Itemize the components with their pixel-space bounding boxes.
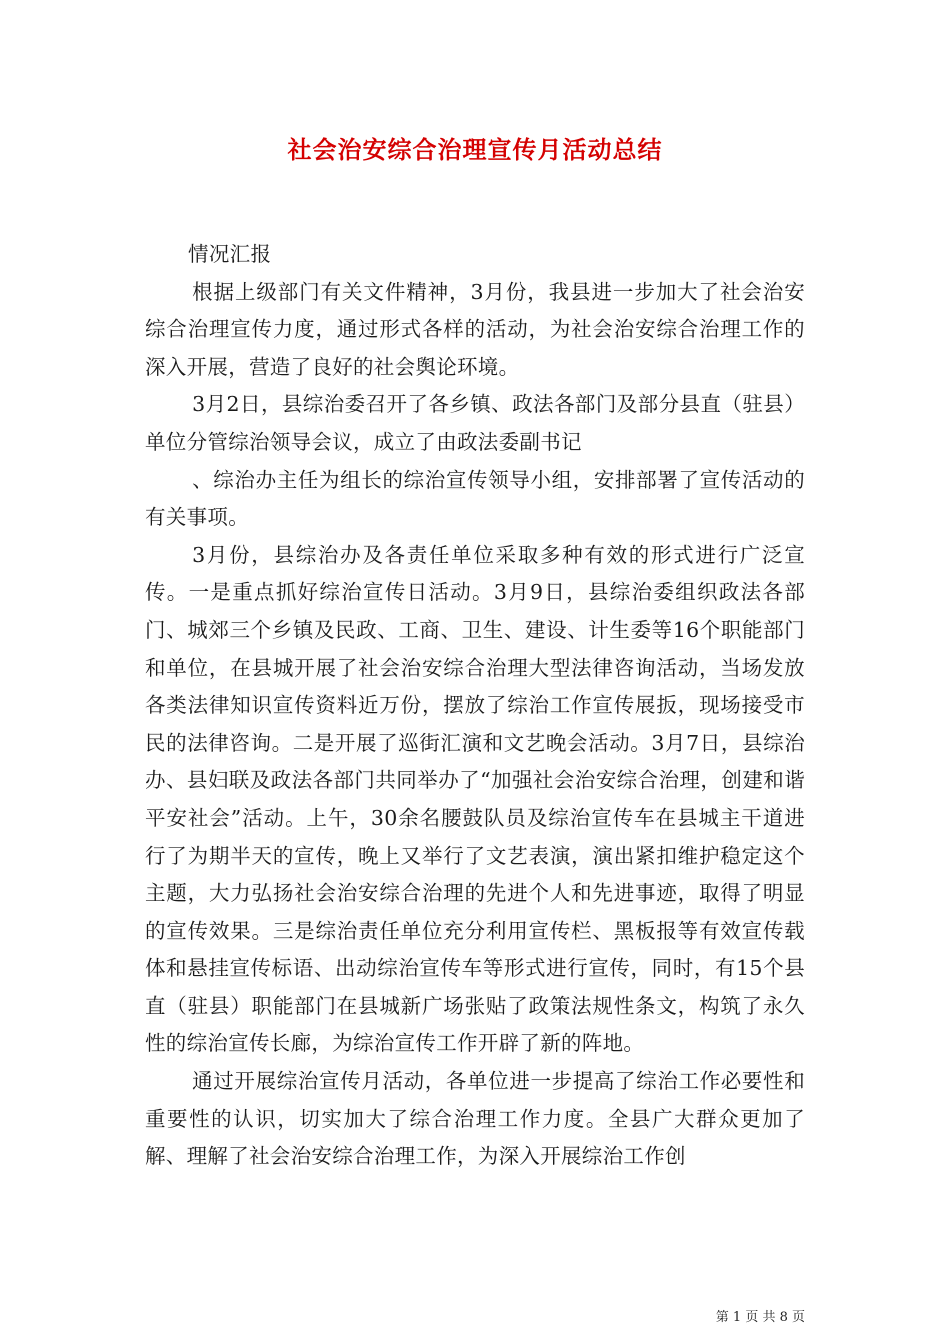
paragraph-activities: 3月份，县综治办及各责任单位采取多种有效的形式进行广泛宣传。一是重点抓好综治宣传日活动。3月9日，县综治委组织政法各部门、城郊三个乡镇及民政、工商、卫生、建设、计生委等16个职能部门和单位，在县城开展了社会治安综合治理大型法律咨询活动，当场发放各类法律知识宣传资料近万份，摆放了综治工作宣传展扳，现场接受市民的法律咨询。二是开展了巡街汇演和文艺晚会活动。3月7日，县综治办、县妇联及政法各部门共同举办了“加强社会治安综合治理，创建和谐平安社会”活动。上午，30余名腰鼓队员及综治宣传车在县城主干道进行了为期半天的宣传，晚上又举行了文艺表演，演出紧扣维护稳定这个主题，大力弘扬社会治安综合治理的先进个人和先进事迹，取得了明显的宣传效果。三是综治责任单位充分利用宣传栏、黑板报等有效宣传载体和悬挂宣传标语、出动综治宣传车等形式进行宣传，同时，有15个县直（驻县）职能部门在县城新广场张贴了政策法规性条文，构筑了永久性的综治宣传长廊，为综治宣传工作开辟了新的阵地。 (145, 542, 805, 1056)
paragraph-intro: 根据上级部门有关文件精神，3月份，我县进一步加大了社会治安综合治理宣传力度，通过形式各样的活动，为社会治安综合治理工作的深入开展，营造了良好的社会舆论环境。 (145, 279, 805, 379)
document-body (145, 236, 805, 1176)
paragraph-meeting-continued: 、综治办主任为组长的综治宣传领导小组，安排部署了宣传活动的有关事项。 (145, 467, 805, 530)
page-footer: 第 1 页 共 8 页 (715, 1310, 805, 1325)
section-heading: 情况汇报 (188, 242, 272, 266)
paragraph-meeting: 3月2日，县综治委召开了各乡镇、政法各部门及部分县直（驻县）单位分管综治领导会议，成立了由政法委副书记 (145, 392, 805, 454)
paragraph-results: 通过开展综治宣传月活动，各单位进一步提高了综治工作必要性和重要性的认识，切实加大了综合治理工作力度。全县广大群众更加了解、理解了社会治安综合治理工作，为深入开展综治工作创 (145, 1069, 805, 1169)
document-title: 社会治安综合治理宣传月活动总结 (287, 135, 663, 164)
